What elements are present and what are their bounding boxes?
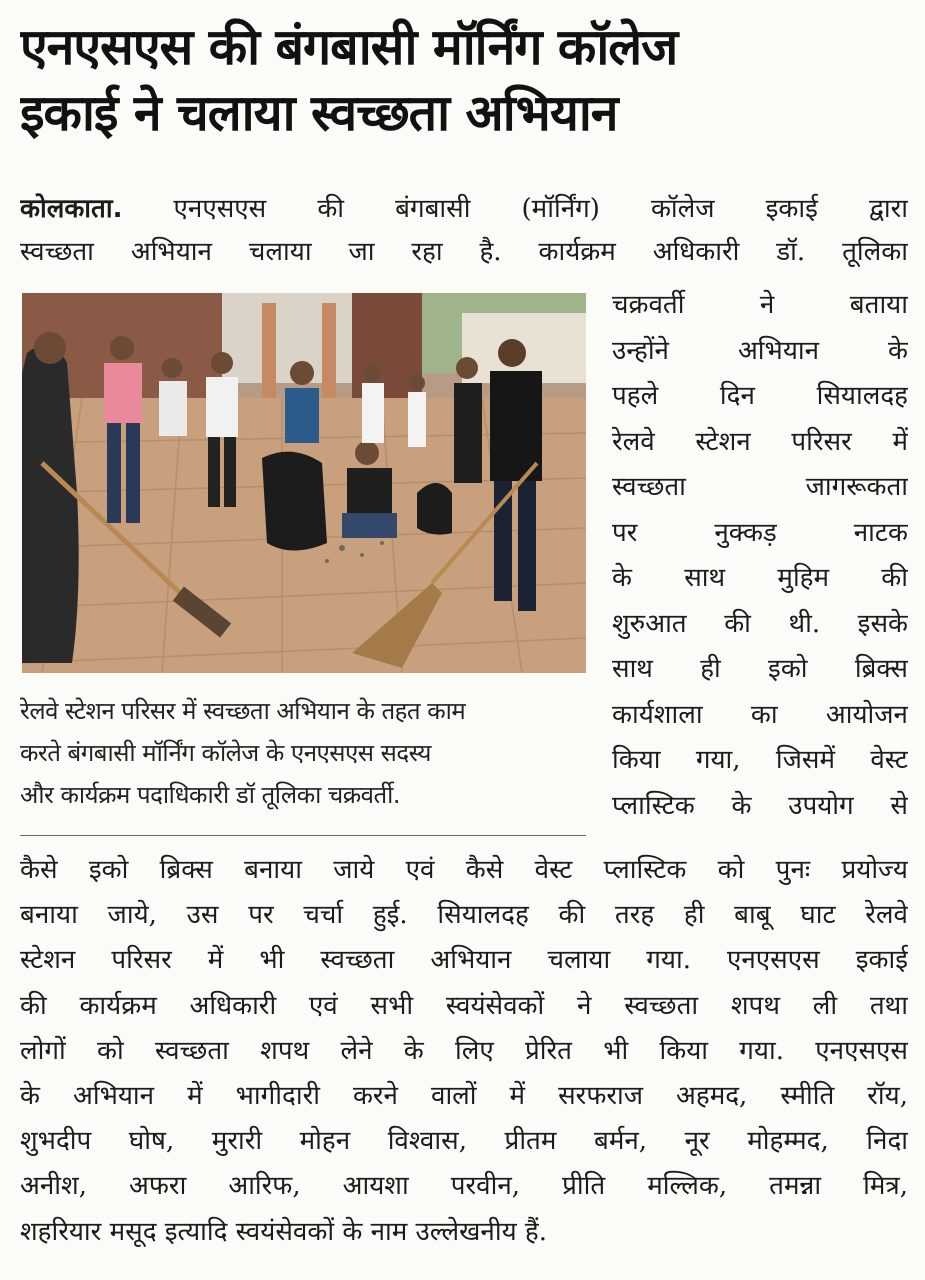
right-line-7: के साथ मुहिम की	[612, 563, 908, 593]
right-line-2: उन्होंने अभियान के	[612, 335, 908, 366]
right-line-4: रेलवे स्टेशन परिसर में	[612, 426, 908, 457]
bottom-line-7: शुभदीप घोष, मुरारी मोहन विश्वास, प्रीतम बर्मन, नूर मोहम्मद, निदा	[20, 1126, 908, 1157]
bottom-line-9: शहरियार मसूद इत्यादि स्वयंसेवकों के नाम उल्लेखनीय हैं.	[20, 1216, 547, 1247]
bottom-line-1: कैसे इको ब्रिक्स बनाया जाये एवं कैसे वेस्ट प्लास्टिक को पुनः प्रयोज्य	[20, 855, 908, 885]
caption-line-1: रेलवे स्टेशन परिसर में स्वच्छता अभियान के तहत काम	[20, 697, 466, 725]
headline-line-2: इकाई ने चलाया स्वच्छता अभियान	[20, 84, 618, 142]
bottom-line-4: की कार्यक्रम अधिकारी एवं सभी स्वयंसेवकों ने स्वच्छता शपथ ली तथा	[20, 990, 908, 1021]
headline-line-1: एनएसएस की बंगबासी मॉर्निंग कॉलेज	[20, 18, 678, 76]
lead-line-2: स्वच्छता अभियान चलाया जा रहा है. कार्यक्रम अधिकारी डॉ. तूलिका	[20, 237, 908, 267]
dateline: कोलकाता.	[20, 194, 123, 224]
bottom-line-8: अनीश, अफरा आरिफ, आयशा परवीन, प्रीति मल्लिक, तमन्ना मित्र,	[20, 1171, 908, 1202]
right-line-6: पर नुक्कड़ नाटक	[612, 517, 908, 548]
right-line-5: स्वच्छता जागरूकता	[612, 472, 908, 502]
right-line-11: किया गया, जिसमें वेस्ट	[612, 745, 908, 775]
caption-divider	[20, 835, 586, 836]
right-line-3: पहले दिन सियालदह	[612, 381, 908, 411]
caption-line-3: और कार्यक्रम पदाधिकारी डॉ तूलिका चक्रवर्ती.	[20, 781, 401, 809]
headline	[20, 14, 910, 146]
right-line-10: कार्यशाला का आयोजन	[612, 699, 908, 730]
right-line-12: प्लास्टिक के उपयोग से	[612, 790, 908, 821]
photo-caption	[20, 690, 592, 816]
bottom-line-5: लोगों को स्वच्छता शपथ लेने के लिए प्रेरित भी किया गया. एनएसएस	[20, 1035, 908, 1066]
lead-line-1	[20, 188, 908, 231]
right-line-1: चक्रवर्ती ने बताया	[612, 290, 908, 320]
cleanup-scene-illustration	[22, 293, 586, 673]
bottom-line-6: के अभियान में भागीदारी करने वालों में सरफराज अहमद, स्मीति रॉय,	[20, 1081, 908, 1112]
right-line-8: शुरुआत की थी. इसके	[612, 608, 908, 639]
news-photo	[22, 293, 586, 673]
right-column-text	[612, 283, 908, 829]
right-line-9: साथ ही इको ब्रिक्स	[612, 654, 908, 684]
bottom-paragraph	[20, 848, 908, 1255]
bottom-line-2: बनाया जाये, उस पर चर्चा हुई. सियालदह की तरह ही बाबू घाट रेलवे	[20, 900, 908, 931]
caption-line-2: करते बंगबासी मॉर्निंग कॉलेज के एनएसएस सदस्य	[20, 739, 431, 767]
lead-line-1-text: एनएसएस की बंगबासी (मॉर्निंग) कॉलेज इकाई द्वारा	[173, 194, 908, 224]
lead-paragraph	[20, 188, 908, 274]
bottom-line-3: स्टेशन परिसर में भी स्वच्छता अभियान चलाया गया. एनएसएस इकाई	[20, 945, 908, 976]
